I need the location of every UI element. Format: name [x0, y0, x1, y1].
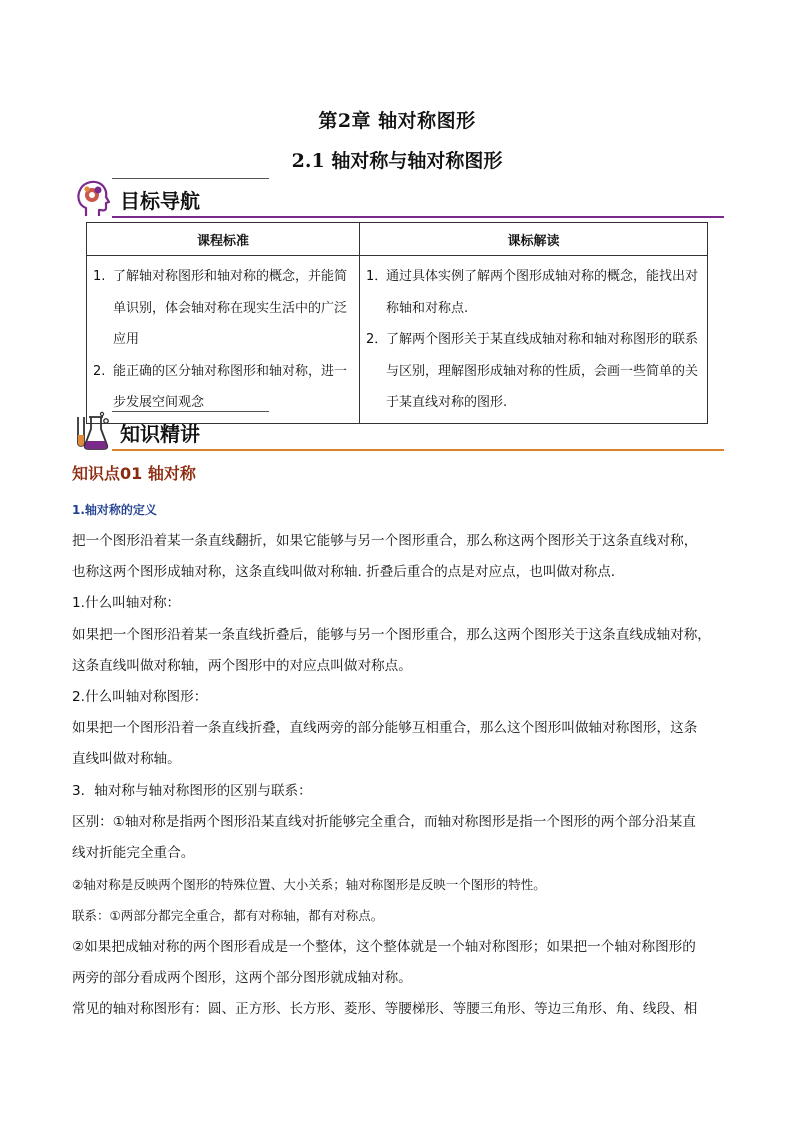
paragraph-line: 如果把一个图形沿着某一条直线折叠后，能够与另一个图形重合，那么这两个图形关于这条直线成轴对称，	[72, 626, 711, 643]
list-item-number: 2．	[366, 332, 388, 347]
paragraph-line: 这条直线叫做对称轴，两个图形中的对应点叫做对称点。	[72, 657, 412, 674]
list-item	[366, 324, 701, 419]
paragraph-line: 3．轴对称与轴对称图形的区别与联系：	[72, 782, 312, 799]
list-item-text: 通过具体实例了解两个图形成轴对称的概念，能找出对称轴和对称点.	[386, 269, 699, 316]
head-gears-icon	[72, 178, 112, 218]
paragraph-line: 线对折能完全重合。	[72, 845, 195, 862]
paragraph-line: 区别：①轴对称是指两个图形沿某直线对折能够完全重合，而轴对称图形是指一个图形的两个部分沿某直	[72, 813, 696, 830]
definition-heading: 1.轴对称的定义	[72, 503, 157, 517]
list-item-text: 了解轴对称图形和轴对称的概念，并能简单识别，体会轴对称在现实生活中的广泛应用	[113, 269, 348, 347]
table-header-standard: 课程标准	[87, 223, 360, 256]
list-item-number: 1．	[366, 269, 388, 284]
paragraph-line: 也称这两个图形成轴对称，这条直线叫做对称轴. 折叠后重合的点是对应点，也叫做对称点.	[72, 564, 616, 581]
list-item-text: 了解两个图形关于某直线成轴对称和轴对称图形的联系与区别，理解图形成轴对称的性质，会画一些简单的关于某直线对称的图形.	[386, 332, 699, 410]
list-item	[366, 261, 701, 324]
interpretation-cell	[360, 256, 708, 424]
list-item-text: 能正确的区分轴对称图形和轴对称，进一步发展空间观念	[113, 363, 348, 410]
paragraph-line: ②如果把成轴对称的两个图形看成是一个整体，这个整体就是一个轴对称图形；如果把一个轴对称图形的	[72, 938, 696, 955]
knowledge-point-title: 知识点01 轴对称	[72, 464, 196, 483]
list-item	[93, 261, 353, 356]
curriculum-table	[86, 222, 708, 424]
table-header-interpretation: 课标解读	[360, 223, 708, 256]
banner-bottom-rule	[112, 216, 724, 218]
section-title: 2.1 轴对称与轴对称图形	[291, 150, 503, 172]
goals-banner	[72, 178, 724, 218]
paragraph-line: ②轴对称是反映两个图形的特殊位置、大小关系；轴对称图形是反映一个图形的特性。	[72, 877, 546, 893]
lab-flasks-icon	[72, 411, 112, 451]
paragraph-line: 1.什么叫轴对称：	[72, 595, 181, 612]
paragraph-line: 两旁的部分看成两个图形，这两个部分图形就成轴对称。	[72, 969, 412, 986]
chapter-title: 第2章 轴对称图形	[318, 110, 476, 132]
paragraph-line: 常见的轴对称图形有：圆、正方形、长方形、菱形、等腰梯形、等腰三角形、等边三角形、角、线段、相	[72, 1001, 698, 1018]
table-header-row	[87, 223, 708, 256]
list-item-number: 1.	[93, 269, 106, 284]
paragraph-line: 如果把一个图形沿着一条直线折叠，直线两旁的部分能够互相重合，那么这个图形叫做轴对称图形，这条	[72, 720, 698, 737]
standard-cell	[87, 256, 360, 424]
goals-banner-label: 目标导航	[120, 189, 200, 213]
list-item	[93, 356, 353, 419]
paragraph-line: 把一个图形沿着某一条直线翻折，如果它能够与另一个图形重合，那么称这两个图形关于这条直线对称，	[72, 533, 698, 549]
banner-bottom-rule	[112, 449, 724, 451]
paragraph-line: 直线叫做对称轴。	[72, 751, 181, 768]
list-item-number: 2.	[93, 363, 106, 379]
knowledge-banner	[72, 411, 724, 451]
paragraph-line: 2.什么叫轴对称图形：	[72, 689, 208, 706]
banner-top-rule	[112, 411, 269, 412]
knowledge-banner-label: 知识精讲	[120, 422, 200, 446]
body-text	[72, 526, 724, 1025]
paragraph-line: 联系：①两部分都完全重合，都有对称轴，都有对称点。	[72, 908, 384, 924]
banner-top-rule	[112, 178, 269, 179]
table-row	[87, 256, 708, 424]
